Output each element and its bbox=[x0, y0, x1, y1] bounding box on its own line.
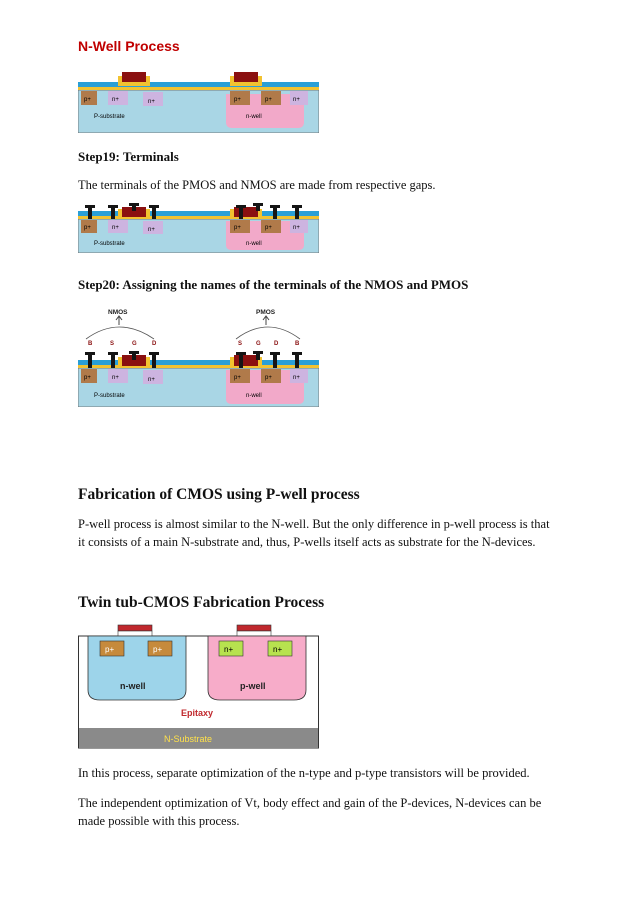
p-plus-label: p+ bbox=[265, 97, 272, 103]
pmos-terminal-g: G bbox=[256, 341, 261, 347]
n-well-label: n-well bbox=[246, 114, 262, 120]
n-plus-label: n+ bbox=[293, 225, 300, 231]
twin-n-plus-label: n+ bbox=[224, 645, 234, 654]
p-plus-label: p+ bbox=[234, 97, 241, 103]
n-plus-label: n+ bbox=[148, 377, 155, 383]
step20-heading: Step20: Assigning the names of the terminals of the NMOS and PMOS bbox=[78, 277, 469, 292]
n-plus-label: n+ bbox=[148, 99, 155, 105]
pwell-text-line1: P-well process is almost similar to the N-well. But the only difference in p-well process is that bbox=[78, 517, 550, 531]
n-well-label: n-well bbox=[246, 241, 262, 247]
nmos-terminal-g: G bbox=[132, 341, 137, 347]
epitaxy-label: Epitaxy bbox=[181, 708, 214, 718]
n-plus-label: n+ bbox=[112, 375, 119, 381]
p-plus-label: p+ bbox=[265, 375, 272, 381]
twin-p-well-label: p-well bbox=[240, 681, 266, 691]
p-substrate-label: P-substrate bbox=[94, 241, 125, 247]
p-substrate-label: P-substrate bbox=[94, 114, 125, 120]
n-substrate-label: N-Substrate bbox=[164, 734, 213, 744]
twin-n-well-label: n-well bbox=[120, 681, 146, 691]
p-substrate-label: P-substrate bbox=[94, 393, 125, 399]
step19-heading: Step19: Terminals bbox=[78, 149, 179, 164]
pmos-label: PMOS bbox=[256, 309, 276, 316]
pwell-text-line2: it consists of a main N-substrate and, thus, P-wells itself acts as substrate for the N-devices. bbox=[78, 535, 536, 549]
n-plus-label: n+ bbox=[293, 375, 300, 381]
twintub-paragraph-2-line2: made possible with this process. bbox=[78, 814, 240, 828]
twintub-paragraph-2-line1: The independent optimization of Vt, body effect and gain of the P-devices, N-devices can be bbox=[78, 796, 542, 810]
n-plus-label: n+ bbox=[112, 225, 119, 231]
n-plus-label: n+ bbox=[148, 227, 155, 233]
pmos-terminal-b: B bbox=[295, 341, 300, 347]
n-well-label: n-well bbox=[246, 393, 262, 399]
twin-tub-diagram bbox=[78, 622, 319, 749]
twintub-section-heading: Twin tub-CMOS Fabrication Process bbox=[78, 594, 325, 611]
pmos-terminal-d: D bbox=[274, 341, 279, 347]
nmos-terminal-b: B bbox=[88, 341, 93, 347]
n-plus-label: n+ bbox=[112, 97, 119, 103]
pmos-terminal-s: S bbox=[238, 341, 243, 347]
p-plus-label: p+ bbox=[234, 225, 241, 231]
page-title: N-Well Process bbox=[78, 38, 180, 54]
pwell-section-heading: Fabrication of CMOS using P-well process bbox=[78, 486, 360, 503]
p-plus-label: p+ bbox=[84, 225, 91, 231]
step19-text: The terminals of the PMOS and NMOS are made from respective gaps. bbox=[78, 178, 436, 192]
p-plus-label: p+ bbox=[84, 375, 91, 381]
terminals-cross-section-diagram bbox=[78, 203, 319, 253]
n-plus-label: n+ bbox=[293, 97, 300, 103]
p-plus-label: p+ bbox=[265, 225, 272, 231]
twin-n-plus-label: n+ bbox=[273, 645, 283, 654]
p-plus-label: p+ bbox=[84, 97, 91, 103]
nwell-cross-section-diagram bbox=[78, 72, 319, 133]
nmos-terminal-d: D bbox=[152, 341, 157, 347]
nmos-label: NMOS bbox=[108, 309, 128, 316]
twin-p-plus-label: p+ bbox=[153, 645, 163, 654]
nmos-terminal-s: S bbox=[110, 341, 115, 347]
p-plus-label: p+ bbox=[234, 375, 241, 381]
twin-p-plus-label: p+ bbox=[105, 645, 115, 654]
terminal-names-diagram bbox=[78, 305, 319, 407]
twintub-paragraph-1: In this process, separate optimization of the n-type and p-type transistors will be provided. bbox=[78, 766, 530, 780]
